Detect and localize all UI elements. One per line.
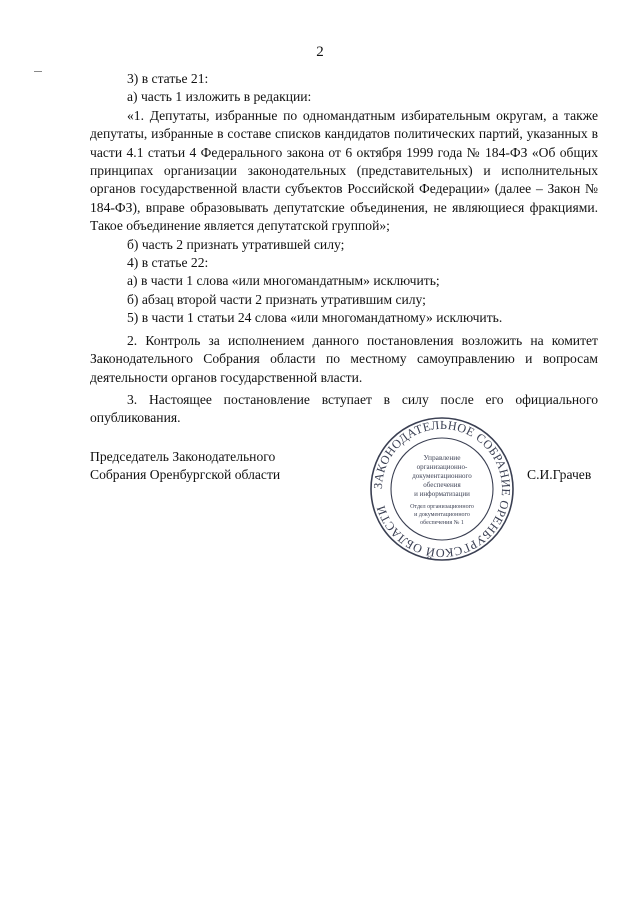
stamp-inner-line: документационного bbox=[412, 472, 472, 480]
paragraph-part-2-void: б) часть 2 признать утратившей силу; bbox=[127, 236, 345, 252]
paragraph-new-part-1: «1. Депутаты, избранные по одномандатным избирательным округам, а также депутаты, избранные в составе списков кандидатов политических партий, указанных в части 4.1 статьи 4 Федерального закона от 6 октября 1999 года № 184-ФЗ «Об общих принципах организации законодательных (представительных) и исполнительных органов государственной власти субъектов Российской Федерации» (далее – Закон № 184-ФЗ), вправе образовывать депутатские объединения, не являющиеся фракциями. Такое объединение является депутатской группой»; bbox=[90, 107, 598, 234]
paragraph-effective: 3. Настоящее постановление вступает в силу после его официального опубликования. bbox=[90, 391, 598, 426]
paragraph-article-21: 3) в статье 21: bbox=[127, 71, 209, 86]
official-stamp bbox=[369, 416, 515, 562]
paragraph-article-22-a: а) в части 1 слова «или многомандатным» исключить; bbox=[127, 273, 440, 289]
stamp-inner-line: Управление bbox=[423, 453, 461, 462]
stamp-inner-line: организационно- bbox=[416, 463, 468, 471]
signer-title-line-2: Собрания Оренбургской области bbox=[90, 467, 281, 483]
stamp-inner-line: и информатизации bbox=[414, 490, 470, 498]
paragraph-control: 2. Контроль за исполнением данного постановления возложить на комитет Законодательного Собрания области по местному самоуправлению и вопросам деятельности органов государственной власти. bbox=[90, 332, 598, 385]
stamp-inner-line: Отдел организационного bbox=[410, 504, 474, 510]
stamp-outer-text-path: ЗАКОНОДАТЕЛЬНОЕ СОБРАНИЕ ОРЕНБУРГСКОЙ ОБЛАСТИ bbox=[370, 417, 514, 561]
signature-block bbox=[90, 448, 280, 485]
document-body bbox=[90, 70, 598, 428]
stamp-inner-line: обеспечения № 1 bbox=[420, 520, 464, 526]
paragraph-part-1-edit: а) часть 1 изложить в редакции: bbox=[127, 89, 312, 105]
stamp-inner-line: обеспечения bbox=[423, 481, 461, 489]
margin-mark bbox=[34, 71, 42, 72]
signer-title-line-1: Председатель Законодательного bbox=[90, 449, 276, 464]
paragraph-article-24: 5) в части 1 статьи 24 слова «или многомандатному» исключить. bbox=[127, 310, 503, 326]
paragraph-article-22: 4) в статье 22: bbox=[127, 255, 209, 271]
paragraph-article-22-b: б) абзац второй части 2 признать утратившим силу; bbox=[127, 291, 426, 307]
stamp-inner-line: и документационного bbox=[414, 512, 470, 518]
page-number: 2 bbox=[316, 44, 324, 60]
signer-name: С.И.Грачев bbox=[527, 467, 592, 482]
